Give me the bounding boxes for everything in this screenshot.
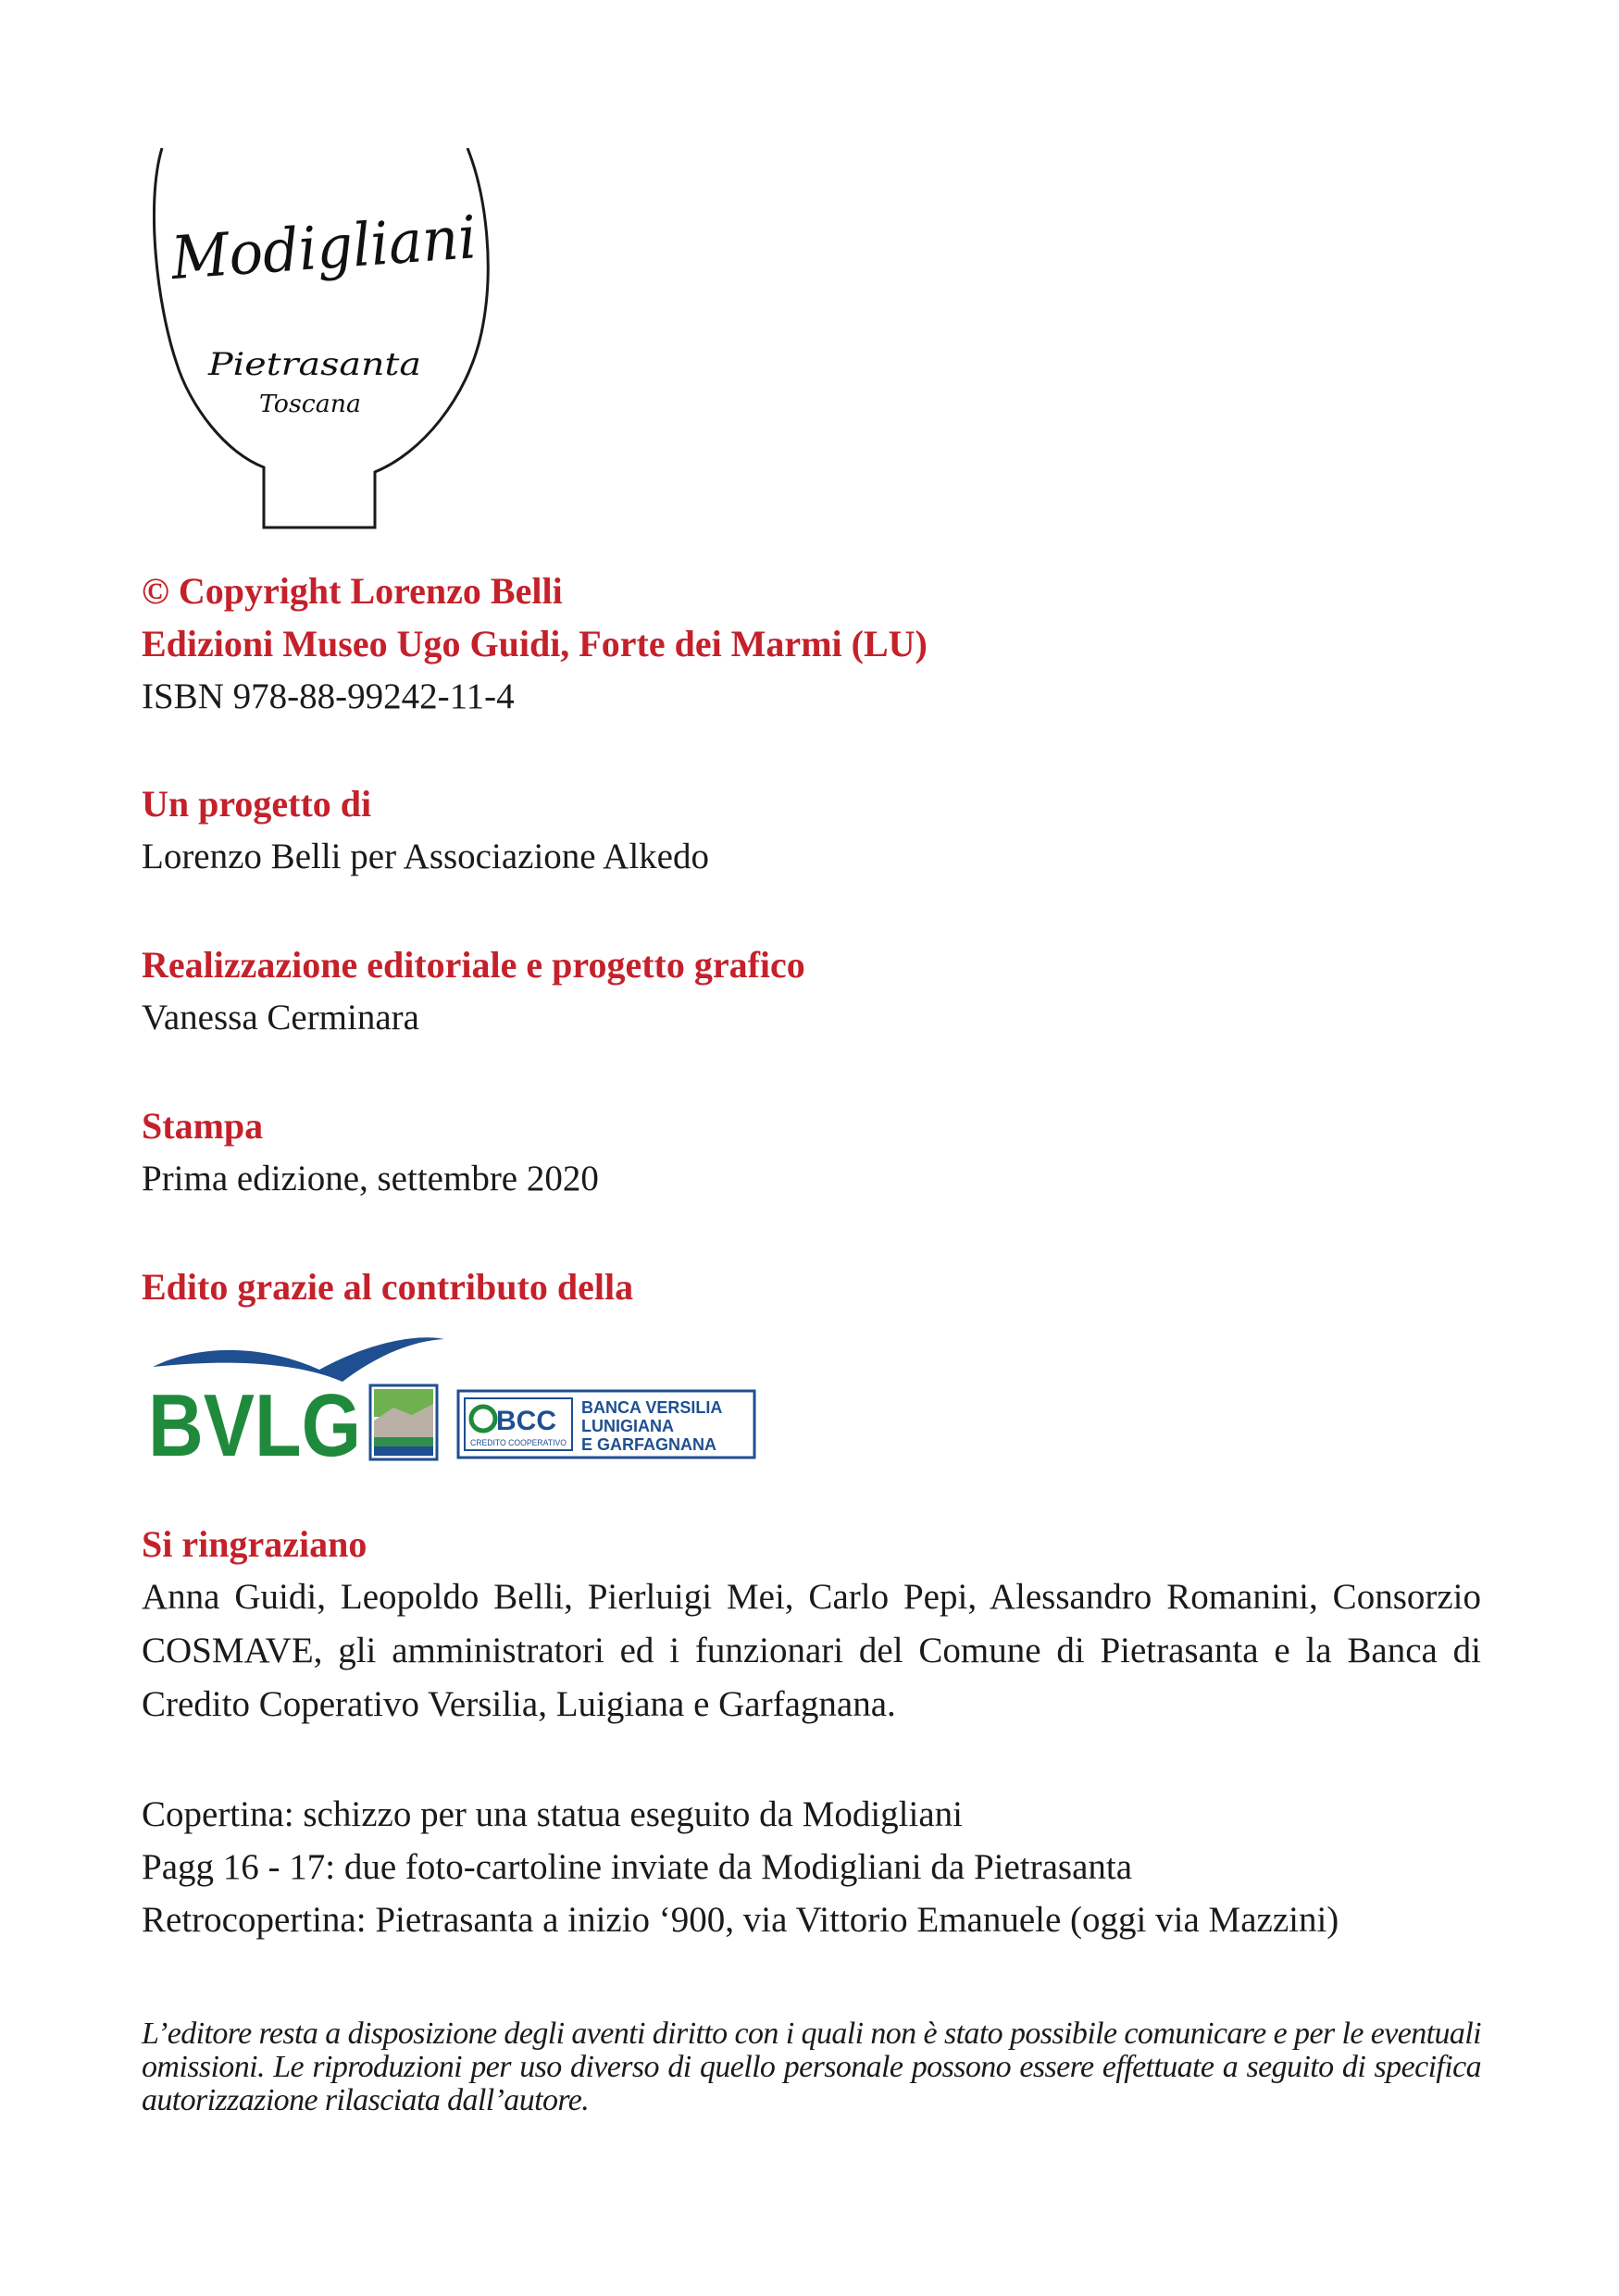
bird-wing-icon bbox=[153, 1337, 444, 1382]
bcc-subtitle: CREDITO COOPERATIVO bbox=[470, 1438, 567, 1447]
print-text: Prima edizione, settembre 2020 bbox=[142, 1159, 599, 1198]
bank-name-line3: E GARFAGNANA bbox=[581, 1435, 717, 1454]
publisher-note-block bbox=[142, 2017, 1481, 2117]
landscape-badge-icon bbox=[370, 1385, 437, 1459]
editorial-block bbox=[142, 938, 1481, 1044]
print-heading: Stampa bbox=[142, 1105, 264, 1147]
logo-place-line2: Toscana bbox=[259, 391, 361, 418]
bank-name-line2: LUNIGIANA bbox=[581, 1417, 674, 1435]
bvlg-sponsor-logo bbox=[148, 1328, 759, 1467]
bank-name-line1: BANCA VERSILIA bbox=[581, 1398, 723, 1417]
modigliani-logo bbox=[153, 148, 495, 537]
thanks-text: Anna Guidi, Leopoldo Belli, Pierluigi Mei, Carlo Pepi, Alessandro Romanini, Consorzio COSMAVE, gli amministratori ed i funzionari del Comune di Pietrasanta e la Banca di Credito Coperativo Versilia, Luigiana e Garfagnana. bbox=[142, 1577, 1481, 1724]
contribution-block bbox=[142, 1260, 1481, 1313]
editorial-text: Vanessa Cerminara bbox=[142, 998, 419, 1037]
publisher-note: L’editore resta a disposizione degli aventi diritto con i quali non è stato possibile comunicare e per le eventuali omissioni. Le riproduzioni per uso diverso di quello personale possono essere effettuate a seguito di specifica autorizzazione rilasciata dall’autore. bbox=[142, 2017, 1481, 2117]
logo-place-line1: Pietrasanta bbox=[206, 346, 421, 383]
logo-signature: Modigliani bbox=[168, 203, 495, 294]
contribution-heading: Edito grazie al contributo della bbox=[142, 1266, 634, 1308]
project-heading: Un progetto di bbox=[142, 783, 372, 825]
print-block bbox=[142, 1099, 1481, 1205]
copyright-line: © Copyright Lorenzo Belli bbox=[142, 570, 563, 612]
bvlg-wordmark: BVLG bbox=[148, 1376, 361, 1467]
bcc-badge bbox=[458, 1391, 754, 1458]
credit-cover: Copertina: schizzo per una statua eseguito da Modigliani bbox=[142, 1794, 964, 1834]
thanks-heading: Si ringraziano bbox=[142, 1523, 367, 1565]
project-text: Lorenzo Belli per Associazione Alkedo bbox=[142, 837, 709, 876]
thanks-block bbox=[142, 1518, 1481, 1731]
credit-pages: Pagg 16 - 17: due foto-cartoline inviate da Modigliani da Pietrasanta bbox=[142, 1847, 1133, 1887]
copyright-block bbox=[142, 565, 1481, 723]
image-credits-block bbox=[142, 1788, 1481, 1946]
bcc-mark: BCC bbox=[496, 1406, 556, 1436]
isbn-line: ISBN 978-88-99242-11-4 bbox=[142, 676, 515, 716]
editorial-heading: Realizzazione editoriale e progetto grafico bbox=[142, 944, 805, 986]
project-block bbox=[142, 777, 1481, 883]
publisher-line: Edizioni Museo Ugo Guidi, Forte dei Marmi (LU) bbox=[142, 623, 928, 664]
credit-back-cover: Retrocopertina: Pietrasanta a inizio ‘900, via Vittorio Emanuele (oggi via Mazzini) bbox=[142, 1900, 1339, 1940]
